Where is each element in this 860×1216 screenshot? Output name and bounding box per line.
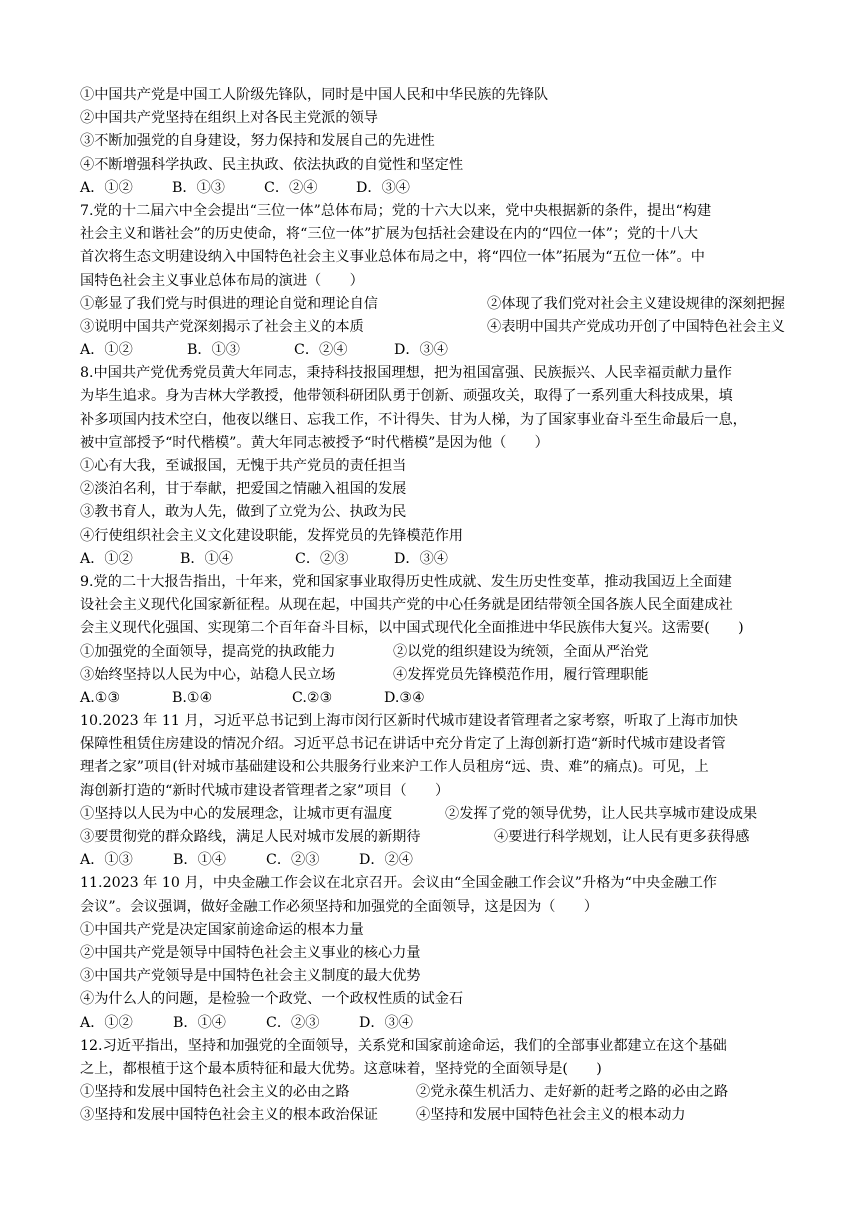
q11-options (80, 1012, 785, 1035)
q10-option-c: C．②③ (266, 852, 320, 869)
q9-option-a: A.①③ (80, 689, 121, 706)
q6-item-3: ③不断加强党的自身建设，努力保持和发展自己的先进性 (80, 133, 435, 150)
q10-items-row (80, 826, 785, 849)
q12-stem-line: 之上，都根植于这个最本质特征和最大优势。这意味着，坚持党的全面领导是( ) (80, 1060, 602, 1077)
q7-items-row (80, 293, 785, 316)
q6-option-c: C．②④ (264, 179, 318, 196)
q7-stem-line: 社会主义和谐社会”的历史使命，将“三位一体”扩展为包括社会建设在内的“四位一体”；党的十八大 (80, 226, 698, 243)
q9-stem-line: 设社会主义现代化国家新征程。从现在起，中国共产党的中心任务就是团结带领全国各族人民全面建成社 (80, 597, 733, 614)
q7-item-2: ②体现了我们党对社会主义建设规律的深刻把握 (487, 295, 785, 312)
q10-item-2: ②发挥了党的领导优势，让人民共享城市建设成果 (445, 805, 758, 822)
q9-item-3: ③始终坚持以人民为中心，站稳人民立场 (80, 666, 336, 683)
q8-item-1: ①心有大我，至诚报国，无愧于共产党员的责任担当 (80, 458, 407, 474)
q12-item-1: ①坚持和发展中国特色社会主义的必由之路 (80, 1084, 350, 1101)
q9-item-4: ④发挥党员先锋模范作用，履行管理职能 (393, 666, 649, 683)
q6-option-b: B．①③ (172, 179, 225, 196)
q11-stem-line: 11.2023 年 10 月，中央金融工作会议在北京召开。会议由“全国金融工作会议”升格为“中央金融工作 (80, 875, 717, 892)
q11-item-2: ②中国共产党是领导中国特色社会主义事业的核心力量 (80, 944, 421, 961)
q9-option-d: D.③④ (384, 689, 425, 706)
q7-item-4: ④表明中国共产党成功开创了中国特色社会主义 (487, 318, 785, 335)
q11-option-c: C．②③ (266, 1014, 320, 1031)
q7-stem-line: 首次将生态文明建设纳入中国特色社会主义事业总体布局之中，将“四位一体”拓展为“五位一体”。中 (80, 249, 705, 266)
q9-option-b: B.①④ (172, 689, 213, 706)
q9-stem-line: 9.党的二十大报告指出，十年来，党和国家事业取得历史性成就、发生历史性变革，推动我国迈上全面建 (80, 573, 732, 590)
q8-stem-line: 被中宣部授予“时代楷模”。黄大年同志被授予“时代楷模”是因为他（ ） (80, 434, 549, 451)
q8-item-2: ②淡泊名利，甘于奉献，把爱国之情融入祖国的发展 (80, 481, 407, 498)
q8-option-a: A．①② (80, 550, 133, 567)
q8-option-d: D．③④ (394, 550, 448, 567)
question-8 (80, 362, 785, 571)
question-12 (80, 1035, 785, 1128)
q8-item-4: ④行使组织社会主义文化建设职能，发挥党员的先锋模范作用 (80, 527, 464, 544)
q10-stem-line: 海创新打造的“新时代城市建设者管理者之家”项目（ ） (80, 782, 450, 799)
q11-item-1: ①中国共产党是决定国家前途命运的根本力量 (80, 921, 364, 938)
q9-items-row (80, 664, 785, 687)
q9-stem-line: 会主义现代化强国、实现第二个百年奋斗目标，以中国式现代化全面推进中华民族伟大复兴。这需要( ) (80, 620, 744, 637)
q10-option-a: A．①③ (80, 852, 133, 869)
q11-option-d: D．③④ (359, 1014, 413, 1031)
q6-item-1: ①中国共产党是中国工人阶级先锋队，同时是中国人民和中华民族的先锋队 (80, 87, 549, 103)
q8-stem-line: 为毕生追求。身为吉林大学教授，他带领科研团队勇于创新、顽强攻关，取得了一系列重大科技成果，填 (80, 388, 733, 405)
q9-items-row (80, 641, 785, 664)
q12-item-4: ④坚持和发展中国特色社会主义的根本动力 (416, 1107, 686, 1124)
q12-items-row (80, 1081, 785, 1104)
question-11 (80, 872, 785, 1034)
q10-stem-line: 10.2023 年 11 月，习近平总书记到上海市闵行区新时代城市建设者管理者之家考察，听取了上海市加快 (80, 713, 738, 730)
q12-items-row (80, 1104, 785, 1127)
q12-stem-line: 12.习近平指出，坚持和加强党的全面领导，关系党和国家前途命运，我们的全部事业都建立在这个基础 (80, 1037, 727, 1054)
q7-item-3: ③说明中国共产党深刻揭示了社会主义的本质 (80, 318, 364, 335)
q11-item-3: ③中国共产党领导是中国特色社会主义制度的最大优势 (80, 968, 421, 985)
q12-item-2: ②党永葆生机活力、走好新的赶考之路的必由之路 (416, 1084, 729, 1101)
q8-item-3: ③教书育人，敢为人先，做到了立党为公、执政为民 (80, 504, 407, 521)
q10-item-4: ④要进行科学规划，让人民有更多获得感 (494, 829, 750, 845)
q9-options (80, 687, 785, 710)
q8-options (80, 548, 785, 571)
q9-option-c: C.②③ (292, 689, 333, 706)
q10-item-1: ①坚持以人民为中心的发展理念，让城市更有温度 (80, 805, 393, 822)
q7-item-1: ①彰显了我们党与时俱进的理论自觉和理论自信 (80, 295, 378, 312)
q12-item-3: ③坚持和发展中国特色社会主义的根本政治保证 (80, 1107, 378, 1124)
q6-item-4: ④不断增强科学执政、民主执政、依法执政的自觉性和坚定性 (80, 156, 464, 173)
q11-stem-line: 会议”。会议强调，做好金融工作必须坚持和加强党的全面领导，这是因为（ ） (80, 898, 599, 915)
q7-stem-line: 7.党的十二届六中全会提出“三位一体”总体布局；党的十六大以来，党中央根据新的条件，提出“构建 (80, 202, 712, 219)
q6-item-2: ②中国共产党坚持在组织上对各民主党派的领导 (80, 110, 378, 127)
q8-option-b: B．①④ (180, 550, 233, 567)
q7-option-b: B．①③ (187, 342, 240, 359)
q9-item-1: ①加强党的全面领导，提高党的执政能力 (80, 643, 336, 660)
q10-option-b: B．①④ (173, 852, 226, 869)
q7-options (80, 339, 785, 362)
q7-items-row (80, 316, 785, 339)
exam-page (80, 84, 785, 1127)
q9-item-2: ②以党的组织建设为统领，全面从严治党 (393, 643, 649, 660)
q8-option-c: C．②③ (295, 550, 349, 567)
q10-items-row (80, 803, 785, 826)
q7-stem-line: 国特色社会主义事业总体布局的演进（ ） (80, 272, 364, 289)
question-7 (80, 200, 785, 362)
q8-stem-line: 补多项国内技术空白，他夜以继日、忘我工作，不计得失、甘为人梯，为了国家事业奋斗至生命最后一息， (80, 411, 747, 428)
q11-option-b: B．①④ (173, 1014, 226, 1031)
question-10 (80, 710, 785, 872)
q10-option-d: D．②④ (359, 852, 413, 869)
question-9 (80, 571, 785, 710)
q6-options (80, 177, 785, 200)
q10-options (80, 849, 785, 872)
q11-option-a: A．①② (80, 1014, 133, 1031)
q11-item-4: ④为什么人的问题，是检验一个政党、一个政权性质的试金石 (80, 991, 464, 1008)
q10-stem-line: 理者之家”项目(针对城市基础建设和公共服务行业来沪工作人员租房“远、贵、难”的痛点)。可见，上 (80, 759, 709, 776)
q6-option-d: D．③④ (356, 179, 410, 196)
q8-stem-line: 8.中国共产党优秀党员黄大年同志，秉持科技报国理想，把为祖国富强、民族振兴、人民幸福贡献力量作 (80, 365, 732, 382)
q7-option-d: D．③④ (394, 342, 448, 359)
q10-stem-line: 保障性租赁住房建设的情况介绍。习近平总书记在讲话中充分肯定了上海创新打造“新时代城市建设者管 (80, 736, 726, 753)
question-6 (80, 84, 785, 200)
q7-option-c: C．②④ (294, 342, 348, 359)
q10-item-3: ③要贯彻党的群众路线，满足人民对城市发展的新期待 (80, 829, 421, 845)
q6-option-a: A．①② (80, 179, 133, 196)
q7-option-a: A．①② (80, 342, 133, 359)
